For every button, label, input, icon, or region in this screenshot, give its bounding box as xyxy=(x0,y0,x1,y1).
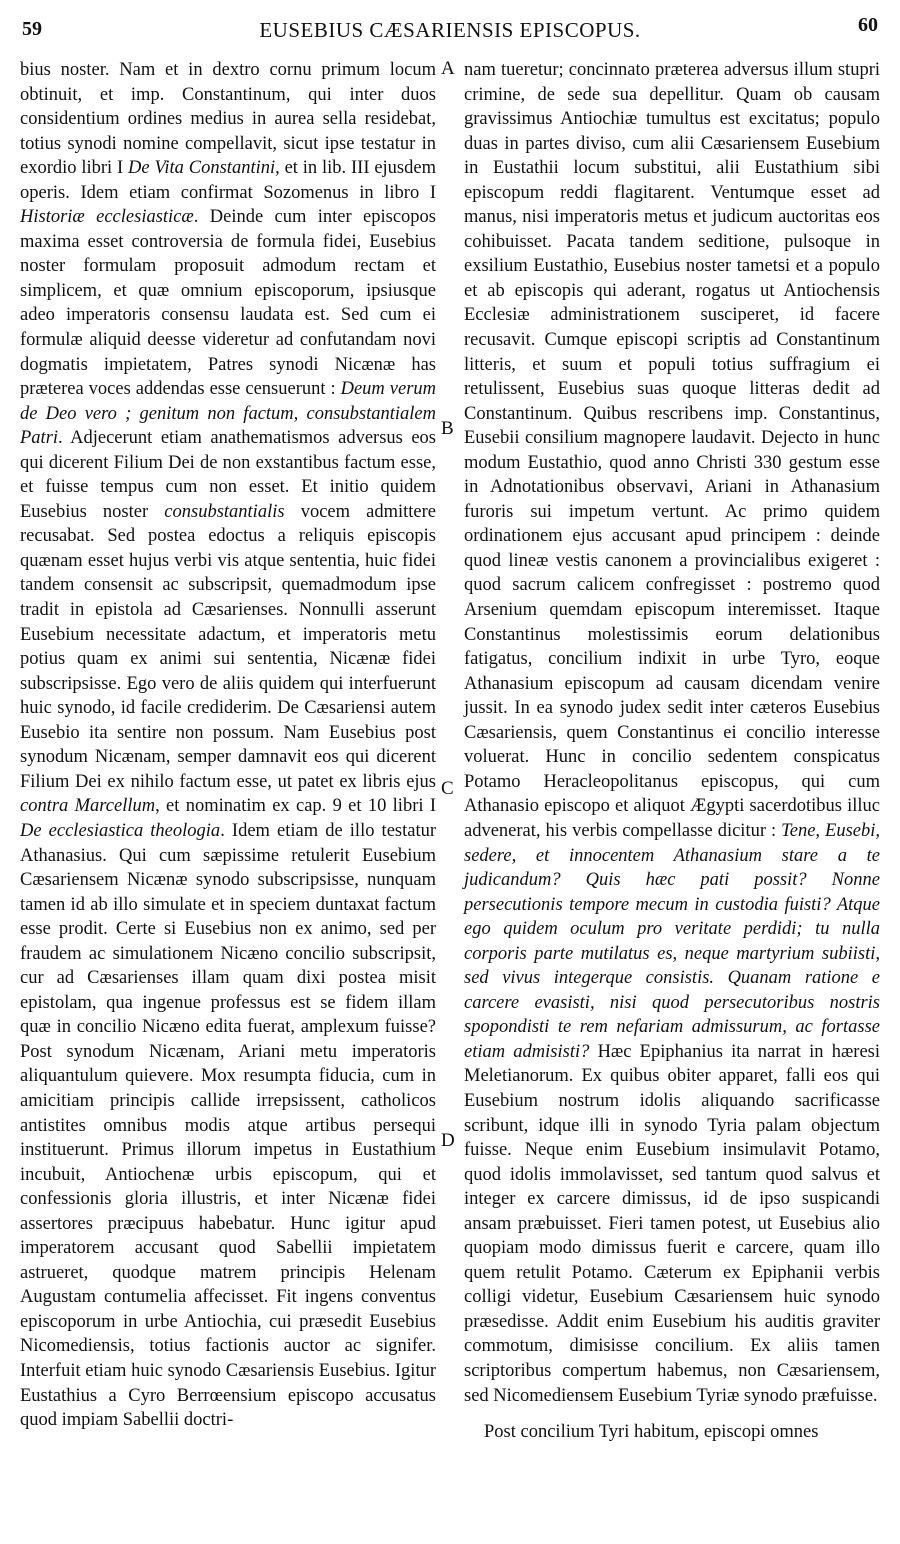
italic-quote: Tene, Eusebi, sedere, et innocentem Athanasium stare a te judicandum? Quis hæc pati possit? Nonne persecutionis tempore mecum in custodia fuisti? Atque ego quidem oculum pro veritate perdidi; tu nulla corporis parte mutilatus es, neque martyrium subiisti, sed vivus integerque consistis. Quanam ratione e carcere evasisti, nisi quod persecutoribus nostris spopondisti te rem nefariam admissurum, ac fortasse etiam admisisti? xyxy=(464,820,880,1062)
page-number-left: 59 xyxy=(22,18,42,40)
italic-title: De ecclesiastica theologia xyxy=(20,820,221,841)
right-column-paragraph xyxy=(464,58,880,1408)
running-head: EUSEBIUS CÆSARIENSIS EPISCOPUS. xyxy=(259,18,641,42)
left-column-paragraph xyxy=(20,58,436,1433)
book-ref: III xyxy=(351,158,370,179)
text-run: . Idem etiam de illo testatur Athanasius. Qui cum sæpissime retulerit Eusebium Cæsariensem Nicænæ synodo subscripsisse, nunquam tamen id ab illo simulate et in speciem duntaxat factum esse prodit. Certe si Eusebius non ex animo, sed per fraudem ac simulationem Nicæno concilio subscripsit, cur ad Cæsarienses illam quam dixi postea misit epistolam, qua ingenue professus est se fidem illam quæ in concilio Nicæno edita fuerat, amplexum fuisse? Post synodum Nicænam, Ariani metu imperatoris aliquantulum quievere. Mox resumpta fiducia, cum in amicitiam principis callide irrepsissent, catholicos antistites omnibus modis atque artibus persequi instituerunt. Primus illorum impetus in Eustathium incubuit, Antiochenæ urbis episcopum, qui et confessionis gloria illustris, et inter Nicænæ fidei assertores præcipuus habebatur. Hunc igitur apud imperatorem accusant quod Sabellii impietatem astrueret, quodque matrem principis Helenam Augustam contumelia affecisset. Fit ingens conventus episcoporum in urbe Antiochia, cui præsedit Eusebius Nicomediensis, totius factionis auctor ac signifer. Interfuit etiam huic synodo Cæsariensis Eusebius. Igitur Eustathius a Cyro Berrœensium episcopo accusatus quod impiam Sabellii doctri- xyxy=(20,820,437,1431)
right-column xyxy=(464,58,880,1445)
book-ref: I xyxy=(429,182,436,203)
page-number-right: 60 xyxy=(858,14,878,36)
margin-marker-c: C xyxy=(441,778,454,799)
right-column-paragraph-2: Post concilium Tyri habitum, episcopi omnes xyxy=(484,1422,819,1443)
text-run: , et in lib. xyxy=(275,158,351,179)
text-run: vocem admittere recusabat. Sed postea edoctus a reliquis episcopis quænam esset hujus verbi vis atque sententia, huic fidei tandem consensit ac subscripsit, quemadmodum ipse tradit in epistola ad Cæsarienses. Nonnulli asserunt Eusebium necessitate adactum, et imperatoris metu potius quam ex animi sui sententia, Nicænæ fidei subscripsisse. Ego vero de aliis quidem qui interfuerunt huic synodo, id facile crediderim. De Cæsariensi autem Eusebio ita sentire non possum. Nam Eusebius post synodum Nicænam, semper damnavit eos qui dicerent Filium Dei ex nihilo factum esse, ut patet ex libris ejus xyxy=(20,501,437,792)
text-run: nam tueretur; concinnato præterea adversus illum stupri crimine, de sede sua depellitur. Quam ob causam gravissimus Antiochiæ tumultus est excitatus; populo duas in partes diviso, cum alii Cæsariensem Eusebium in Eustathii locum substitui, alii Eustathium sibi episcopum reddi flagitarent. Ventumque esset ad manus, nisi imperatoris metus et judicum auctoritas eos cohibuisset. Pacata tandem seditione, pulsoque in exsilium Eustathio, Eusebius noster tametsi et a populo et ab episcopis qui aderant, rogatus ut Antiochensis Ecclesiæ administrationem susciperet, id facere recusavit. Cumque episcopi scriptis ad Constantinum litteris, et suum et populi totius suffragium ei retulissent, Eusebius suas quoque litteras dedit ad Constantinum. Quibus rescribens imp. Constantinus, Eusebii consilium magnopere laudavit. Dejecto in hunc modum Eustathio, quod anno Christi 330 gestum esse in Adnotationibus observavi, Ariani in Athanasium furoris sui impetum vertunt. Ac primo quidem ordinationem ejus accusant apud principem : deinde quod lineæ vestis canonem a provincialibus exigeret : quod sacrum calicem confregisset : postremo quod Arsenium quemdam episcopum interemisset. Itaque Constantinus molestissimis eorum delationibus fatigatus, concilium indixit in urbe Tyro, eoque Athanasium episcopum ad causam dicendam venire jussit. In ea synodo judex sedit inter cæteros Eusebius Cæsariensis, quem Constantinus ei concilio interesse voluerat. Hunc in concilio sedentem conspicatus Potamo Heracleopolitanus episcopus, qui cum Athanasio episcopo et aliquot Ægypti sacerdotibus illuc advenerat, his verbis compellasse dicitur : xyxy=(464,60,880,841)
text-run: bius noster. Nam et in dextro cornu primum locum obtinuit, et imp. Constantinum, qui inter duos considentium ordines medius in aurea sella residebat, totius synodi nomine compellavit, sicut ipse testatur in exordio libri xyxy=(20,60,436,179)
margin-marker-d: D xyxy=(441,1130,455,1151)
text-run: . Adjecerunt etiam anathematismos adversus eos qui dicerent Filium Dei de non exstantibus factum esse, et fuisse tempus cum non esset. Et initio quidem Eusebius noster xyxy=(20,428,436,522)
italic-quote: Deum verum de Deo vero ; genitum non factum, consubstantialem Patri xyxy=(20,379,437,449)
text-run: Hæc Epiphanius ita narrat in hæresi Meletianorum. Ex quibus obiter apparet, falli eos qui Eusebium nostrum idolis aliquando sacrificasse scribunt, idque illi in synodo Tyria palam objectum fuisse. Neque enim Eusebium insimulavit Potamo, quod idolis immolavisset, sed tantum quod salvus et integer ex carcere dimissus, id de ipso suspicandi ansam præbuisset. Fieri tamen potest, ut Eusebius alio quopiam modo dimissus fuerit e carcere, quam illo quem retulit Potamo. Cæterum ex Epiphanii verbis colligi videtur, Eusebium Cæsariensem huic synodo præsedisse. Addit enim Eusebium his auditis graviter commotum, dimisisse concilium. Ex aliis tamen scriptoribus compertum habemus, non Cæsariensem, sed Nicomediensem Eusebium Tyriæ synodo præfuisse. xyxy=(464,1041,881,1406)
text-run: . Deinde cum inter episcopos maxima esset controversia de formula fidei, Eusebius noster formulam proposuit admodum rectam et simplicem, et quæ omnium episcoporum, ipsiusque adeo imperatoris consensu laudata est. Sed cum ei formulæ aliquid deesse videretur ad confutandam novi dogmatis impietatem, Patres synodi Nicænæ has præterea voces addendas esse censuerunt : xyxy=(20,207,436,400)
text-run: ejusdem operis. Idem etiam confirmat Sozomenus in libro xyxy=(20,158,436,203)
italic-title: contra Marcellum xyxy=(20,796,156,817)
book-ref: I xyxy=(117,158,124,179)
italic-term: consubstantialis xyxy=(164,501,285,522)
book-ref: I xyxy=(429,796,436,817)
page-header xyxy=(22,14,878,42)
italic-title: Historiæ ecclesiasticæ xyxy=(20,207,194,228)
left-column xyxy=(20,58,436,1433)
margin-marker-b: B xyxy=(441,418,454,439)
text-run: , et nominatim ex cap. 9 et 10 libri xyxy=(155,796,430,817)
italic-title: De Vita Constantini xyxy=(128,158,276,179)
margin-marker-a: A xyxy=(441,58,455,79)
